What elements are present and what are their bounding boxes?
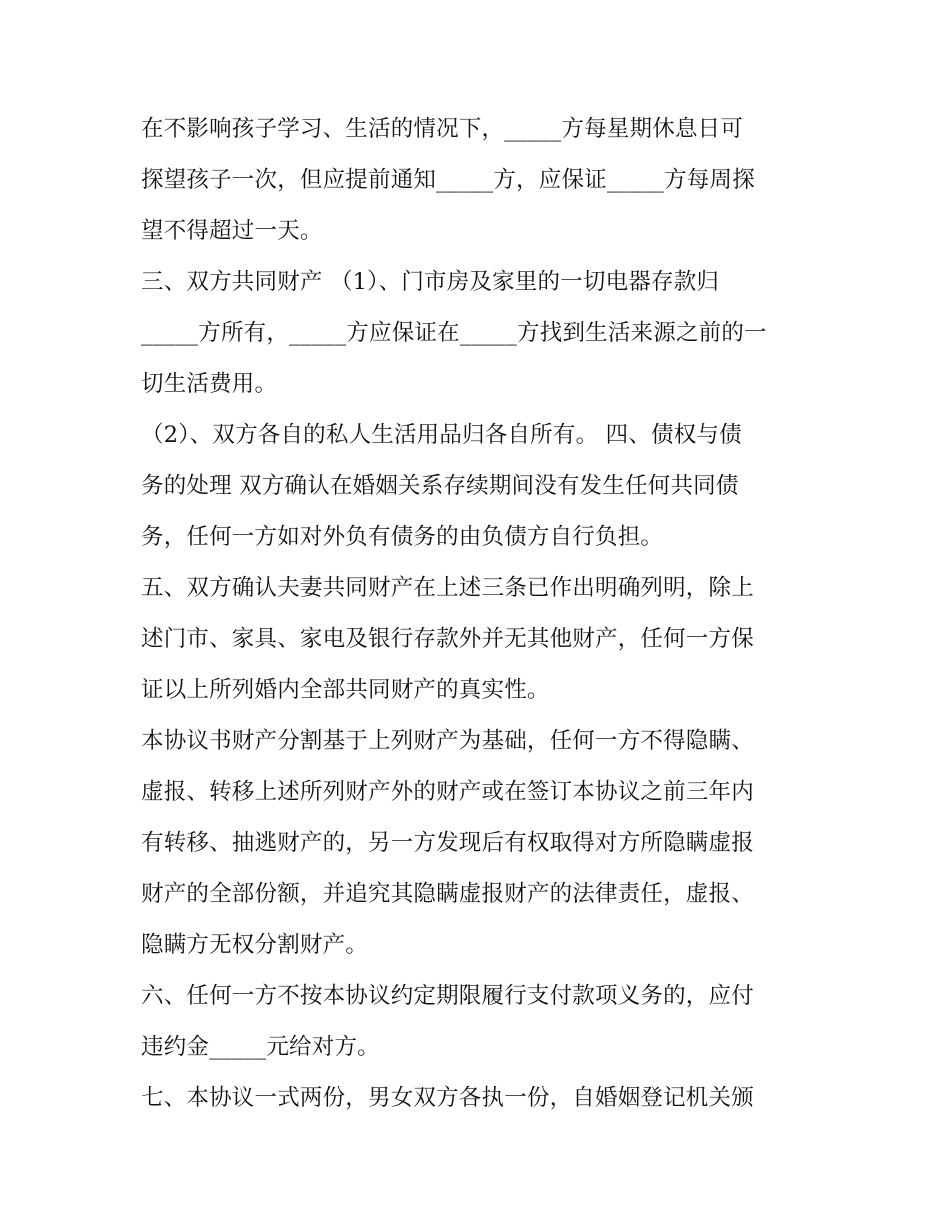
paragraph-property-confirmation <box>141 563 821 716</box>
text-line: 务的处理 双方确认在婚姻关系存续期间没有发生任何共同债 <box>141 473 739 499</box>
paragraph-personal-items-debts <box>141 410 821 563</box>
paragraph-concealment <box>141 716 821 971</box>
text-line: 虚报、转移上述所列财产外的财产或在签订本协议之前三年内 <box>141 779 754 805</box>
text-line: 有转移、抽逃财产的，另一方发现后有权取得对方所隐瞒虚报 <box>141 830 754 856</box>
paragraph-joint-property <box>141 257 821 410</box>
text-line: 隐瞒方无权分割财产。 <box>141 932 369 958</box>
text-line: 六、任何一方不按本协议约定期限履行支付款项义务的，应付 <box>141 983 754 1009</box>
text-line: 证以上所列婚内全部共同财产的真实性。 <box>141 677 550 703</box>
text-line: 在不影响孩子学习、生活的情况下，_____方每星期休息日可 <box>141 116 744 142</box>
text-line: 本协议书财产分割基于上列财产为基础，任何一方不得隐瞒、 <box>141 728 754 754</box>
document-body <box>141 104 821 1124</box>
text-line: 探望孩子一次，但应提前通知_____方，应保证_____方每周探 <box>141 167 755 193</box>
paragraph-visitation <box>141 104 821 257</box>
paragraph-penalty <box>141 971 821 1073</box>
text-line: _____方所有，_____方应保证在_____方找到生活来源之前的一 <box>141 320 767 346</box>
text-line: 三、双方共同财产 （1）、门市房及家里的一切电器存款归 <box>141 269 720 295</box>
text-line: （2）、双方各自的私人生活用品归各自所有。 四、债权与债 <box>141 422 742 448</box>
text-line: 述门市、家具、家电及银行存款外并无其他财产，任何一方保 <box>141 626 754 652</box>
text-line: 望不得超过一天。 <box>141 218 323 244</box>
text-line: 切生活费用。 <box>141 371 278 397</box>
text-line: 财产的全部份额，并追究其隐瞒虚报财产的法律责任，虚报、 <box>141 881 754 907</box>
text-line: 违约金_____元给对方。 <box>141 1034 380 1060</box>
text-line: 七、本协议一式两份，男女双方各执一份，自婚姻登记机关颁 <box>141 1085 754 1111</box>
paragraph-copies <box>141 1073 821 1124</box>
text-line: 五、双方确认夫妻共同财产在上述三条已作出明确列明，除上 <box>141 575 754 601</box>
text-line: 务，任何一方如对外负有债务的由负债方自行负担。 <box>141 524 664 550</box>
